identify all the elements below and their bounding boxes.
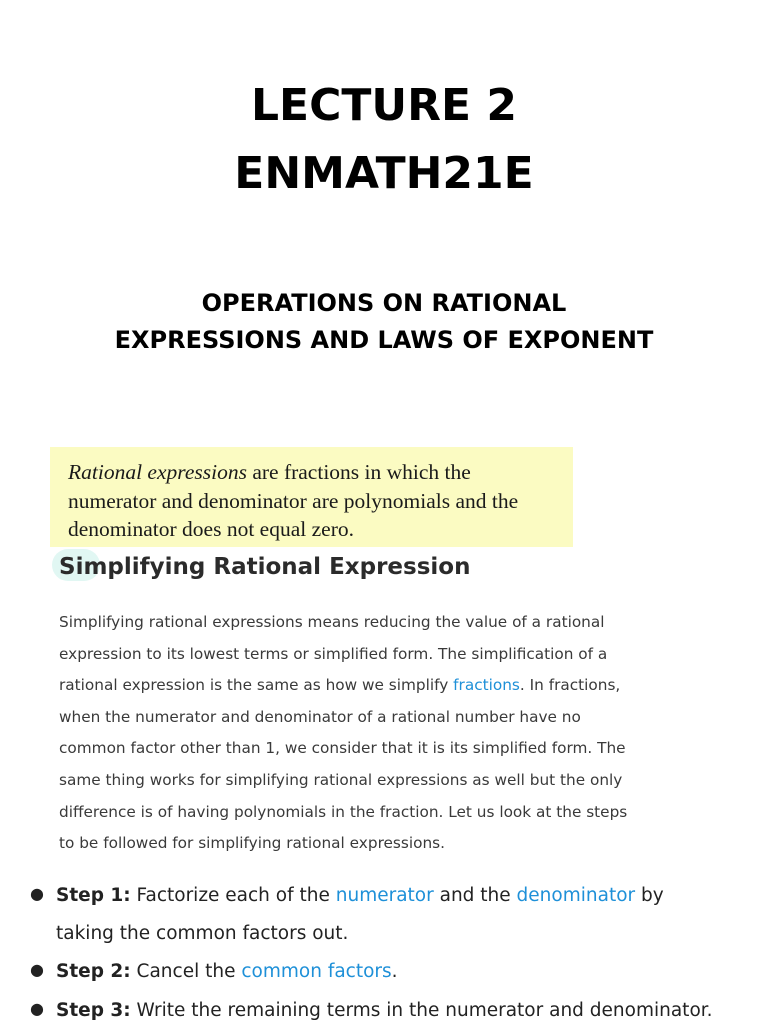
paragraph-line: difference is of having polynomials in the fraction. Let us look at the steps — [59, 802, 628, 821]
step-text: Write the remaining terms in the numerator and denominator. — [130, 1000, 713, 1021]
paragraph-line: when the numerator and denominator of a rational number have no — [59, 707, 581, 726]
paragraph-line: common factor other than 1, we consider that it is its simplified form. The — [59, 739, 626, 758]
course-code: ENMATH21E — [234, 148, 534, 199]
bullet-icon: ● — [30, 960, 44, 979]
step-text: by — [635, 885, 664, 906]
step-1-continuation: taking the common factors out. — [56, 923, 349, 944]
numerator-link[interactable]: numerator — [335, 885, 434, 906]
step-1-item — [30, 884, 664, 906]
bullet-icon: ● — [30, 884, 44, 903]
step-text: Factorize each of the — [130, 885, 336, 906]
step-label: Step 2: — [56, 961, 131, 982]
step-label: Step 3: — [56, 1000, 131, 1021]
fractions-link[interactable]: fractions — [453, 676, 520, 695]
paragraph-line: same thing works for simplifying rational expressions as well but the only — [59, 770, 623, 789]
explanation-paragraph — [59, 607, 699, 860]
paragraph-line — [59, 670, 699, 702]
paragraph-line: Simplifying rational expressions means reducing the value of a rational — [59, 613, 605, 631]
paragraph-line: to be followed for simplifying rational expressions. — [59, 834, 446, 853]
step-2-item — [30, 960, 398, 982]
lecture-title: LECTURE 2 — [251, 80, 517, 131]
definition-line-1 — [68, 458, 573, 487]
paragraph-text: . In fractions, — [519, 676, 621, 695]
topic-title-line-2: EXPRESSIONS AND LAWS OF EXPONENT — [114, 326, 654, 354]
step-3-item — [30, 999, 713, 1021]
step-label: Step 1: — [56, 885, 131, 906]
paragraph-text: rational expression is the same as how we simplify — [59, 676, 454, 695]
definition-line-2: numerator and denominator are polynomials and the — [68, 488, 519, 513]
definition-line-3: denominator does not equal zero. — [68, 517, 354, 541]
denominator-link[interactable]: denominator — [516, 885, 636, 906]
common-factors-link[interactable]: common factors — [241, 961, 392, 982]
paragraph-line: expression to its lowest terms or simplified form. The simplification of a — [59, 644, 608, 663]
definition-text: are fractions in which the — [246, 460, 471, 484]
step-text: Cancel the — [130, 961, 242, 982]
bullet-icon: ● — [30, 999, 44, 1018]
step-text: . — [391, 961, 398, 982]
topic-title-line-1: OPERATIONS ON RATIONAL — [201, 289, 567, 317]
definition-highlight-box — [50, 447, 573, 547]
definition-term: Rational expressions — [68, 460, 247, 484]
step-text: and the — [433, 885, 517, 906]
section-heading: Simplifying Rational Expression — [59, 554, 471, 580]
